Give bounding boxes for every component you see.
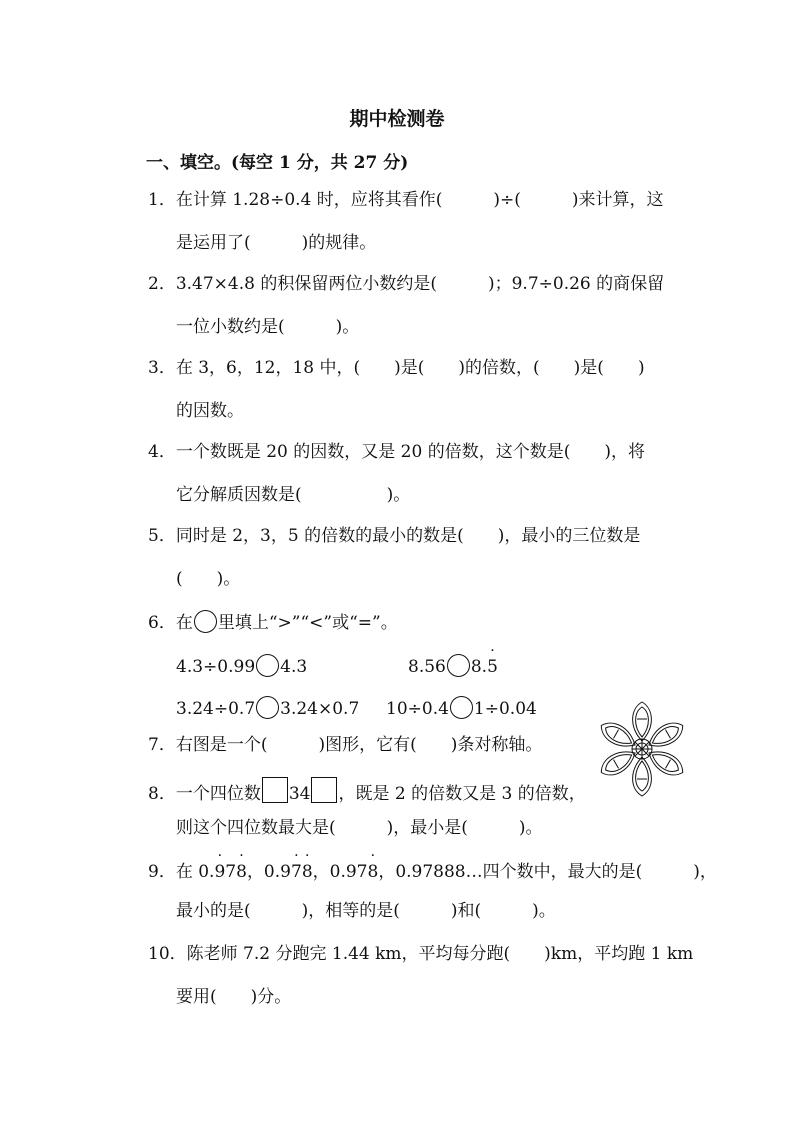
repeat-digit: 8 · [236,860,247,884]
item-b-left: 8.56 [408,657,446,677]
answer-circle-a[interactable] [256,654,279,677]
repeat-digit: 8 · [368,860,379,884]
question-10-line-2: 要用( )分。 [176,987,292,1007]
question-5-line-1: 5．同时是 2，3，5 的倍数的最小的数是( )，最小的三位数是 [148,526,641,546]
petal [633,757,652,796]
answer-circle-d[interactable] [450,696,473,719]
petal [633,702,652,741]
question-2-line-1: 2．3.47×4.8 的积保留两位小数约是( )；9.7÷0.26 的商保留 [148,274,665,294]
item-d-right: 1÷0.04 [473,699,537,719]
question-6-suffix: 里填上“>”“<”或“=”。 [217,613,398,633]
question-9-suffix: ，0.97888…四个数中，最大的是( )， [378,862,717,882]
question-6-item-c [176,696,359,721]
question-6-item-b [408,654,498,679]
question-8-line-1 [148,777,586,806]
number-2-start: ，0.9 [246,862,291,882]
question-6-item-a [176,654,307,679]
compare-circle-icon [194,610,217,633]
item-c-right: 3.24×0.7 [280,699,360,719]
repeat-digit: 8 · [302,860,313,884]
digit-box-ones[interactable] [311,777,337,803]
item-c-left: 3.24÷0.7 [176,699,256,719]
page-title: 期中检测卷 [349,108,445,130]
question-9-prefix: 9．在 0. [148,862,215,882]
question-9-line-1 [148,860,717,884]
question-6-item-d [386,696,537,721]
question-2-line-2: 一位小数约是( )。 [176,317,360,337]
question-9-line-2: 最小的是( )，相等的是( )和( )。 [176,901,556,921]
answer-circle-c[interactable] [256,696,279,719]
question-3-line-2: 的因数。 [176,401,244,421]
question-1-line-1: 1．在计算 1.28÷0.4 时，应将其看作( )÷( )来计算，这 [148,190,664,210]
question-1-line-2: 是运用了( )的规律。 [176,233,377,253]
item-b-right-repeat-digit: 5 · [487,655,498,679]
question-6-prefix: 6．在 [148,613,193,633]
flower-figure [596,700,688,798]
question-6-line-1 [148,610,398,635]
question-3-line-1: 3．在 3，6，12，18 中，( )是( )的倍数，( )是( ) [148,358,645,378]
item-b-right-int: 8. [470,657,488,677]
item-a-right: 4.3 [280,657,308,677]
digit-box-thousands[interactable] [262,777,288,803]
question-7-line-1: 7．右图是一个( )图形，它有( )条对称轴。 [148,735,543,755]
question-8-middle-digits: 34 [288,784,311,804]
question-8-suffix: ，既是 2 的倍数又是 3 的倍数， [338,784,586,804]
question-4-line-1: 4．一个数既是 20 的因数，又是 20 的倍数，这个数是( )，将 [148,442,645,462]
item-d-left: 10÷0.4 [386,699,449,719]
digit: 7 [225,862,237,882]
item-a-left: 4.3÷0.99 [176,657,256,677]
question-5-line-2: ( )。 [176,569,241,589]
answer-circle-b[interactable] [447,654,470,677]
repeat-digit: 7 · [291,860,302,884]
question-8-line-2: 则这个四位数最大是( )，最小是( )。 [176,818,543,838]
section-heading: 一、填空。(每空 1 分，共 27 分) [146,153,409,173]
question-10-line-1: 10．陈老师 7.2 分跑完 1.44 km，平均每分跑( )km，平均跑 1 km [148,944,694,964]
question-4-line-2: 它分解质因数是( )。 [176,485,411,505]
question-8-prefix: 8．一个四位数 [148,784,261,804]
number-3-start: ，0.97 [312,862,368,882]
repeat-digit: 9 · [214,860,225,884]
